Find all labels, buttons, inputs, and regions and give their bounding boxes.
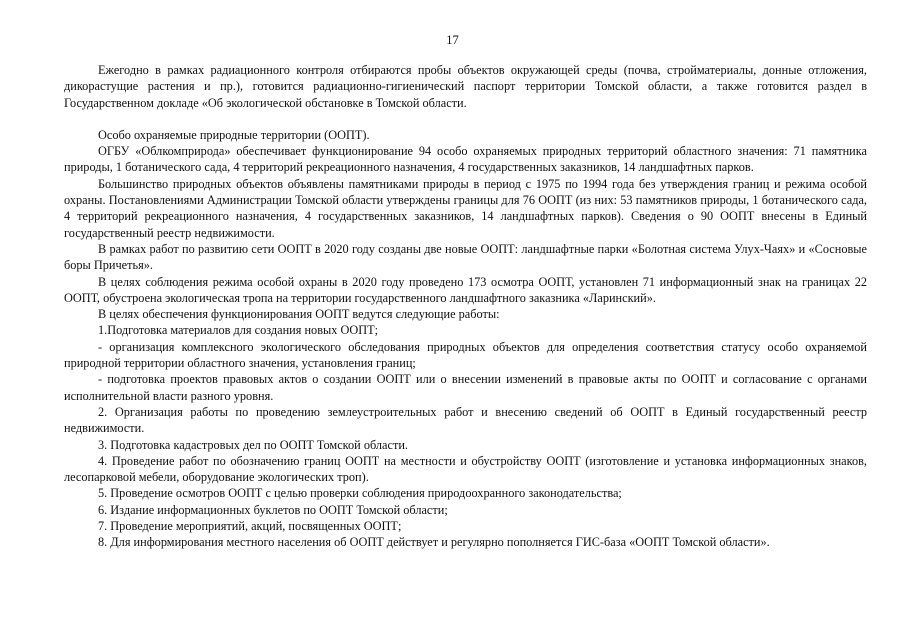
list-item-7: 7. Проведение мероприятий, акций, посвященных ООПТ; — [98, 519, 402, 534]
list-item-2: 2. Организация работы по проведению землеустроительных работ и внесению сведений об ООПТ в Единый государственный реестр недвижимости. — [64, 404, 867, 436]
paragraph-inspections: В целях соблюдения режима особой охраны в 2020 году проведено 173 осмотра ООПТ, установлен 71 информационный знак на границах 22 ООПТ, обустроена экологическая тропа на территории государственного ландшафтного заказника «Ларинский». — [64, 274, 867, 305]
list-item-4: 4. Проведение работ по обозначению границ ООПТ на местности и обустройству ООПТ (изготовление и установка информационных знаков, лесопарковой мебели, оборудование экологических троп). — [64, 453, 867, 485]
list-subitem-survey: - организация комплексного экологического обследования природных объектов для определения соответствия статусу особо охраняемой природной территории областного значения, установления границ; — [64, 339, 867, 371]
paragraph-new-oopt: В рамках работ по развитию сети ООПТ в 2020 году созданы две новые ООПТ: ландшафтные парки «Болотная система Улух-Чаях» и «Сосновые боры Причетья». — [64, 241, 867, 273]
paragraph-natural-monuments: Большинство природных объектов объявлены памятниками природы в период с 1975 по 1994 года без утверждения границ и режима особой охраны. Постановлениями Администрации Томской области утверждены границы для 76 ООПТ (из них: 53 памятников природы, 1 ботанического сада, 4 территорий рекреационного назначения, 4 государственных заказников, 14 ландшафтных парков). Сведения о 90 ООПТ внесены в Единый государственный реестр недвижимости. — [64, 176, 867, 240]
list-item-6: 6. Издание информационных буклетов по ООПТ Томской области; — [98, 502, 448, 517]
document-body — [64, 62, 867, 551]
paragraph-radiation-control: Ежегодно в рамках радиационного контроля отбираются пробы объектов окружающей среды (почва, стройматериалы, донные отложения, дикорастущие растения и пр.), готовится радиационно-гигиенический паспорт территории Томской области, а также готовится раздел в Государственном докладе «Об экологической обстановке в Томской области. — [64, 63, 867, 110]
paragraph-works-intro: В целях обеспечения функционирования ООПТ ведутся следующие работы: — [98, 307, 500, 322]
list-subitem-legal-acts: - подготовка проектов правовых актов о создании ООПТ или о внесении изменений в правовые акты по ООПТ и согласование с органами исполнительной власти разного уровня. — [64, 372, 867, 403]
section-heading-oopt: Особо охраняемые природные территории (ООПТ). — [98, 127, 370, 142]
list-item-8: 8. Для информирования местного населения об ООПТ действует и регулярно пополняется ГИС-база «ООПТ Томской области». — [98, 535, 770, 550]
paragraph-oblkompriroda: ОГБУ «Облкомприрода» обеспечивает функционирование 94 особо охраняемых природных территорий областного значения: 71 памятника природы, 1 ботанического сада, 4 территорий рекреационного назначения, 4 государственных заказников, 14 ландшафтных парков. — [64, 144, 867, 175]
page-number: 17 — [446, 33, 459, 47]
list-item-3: 3. Подготовка кадастровых дел по ООПТ Томской области. — [98, 437, 408, 452]
list-item-5: 5. Проведение осмотров ООПТ с целью проверки соблюдения природоохранного законодательства; — [98, 486, 622, 501]
list-item-1: 1.Подготовка материалов для создания новых ООПТ; — [98, 323, 379, 338]
